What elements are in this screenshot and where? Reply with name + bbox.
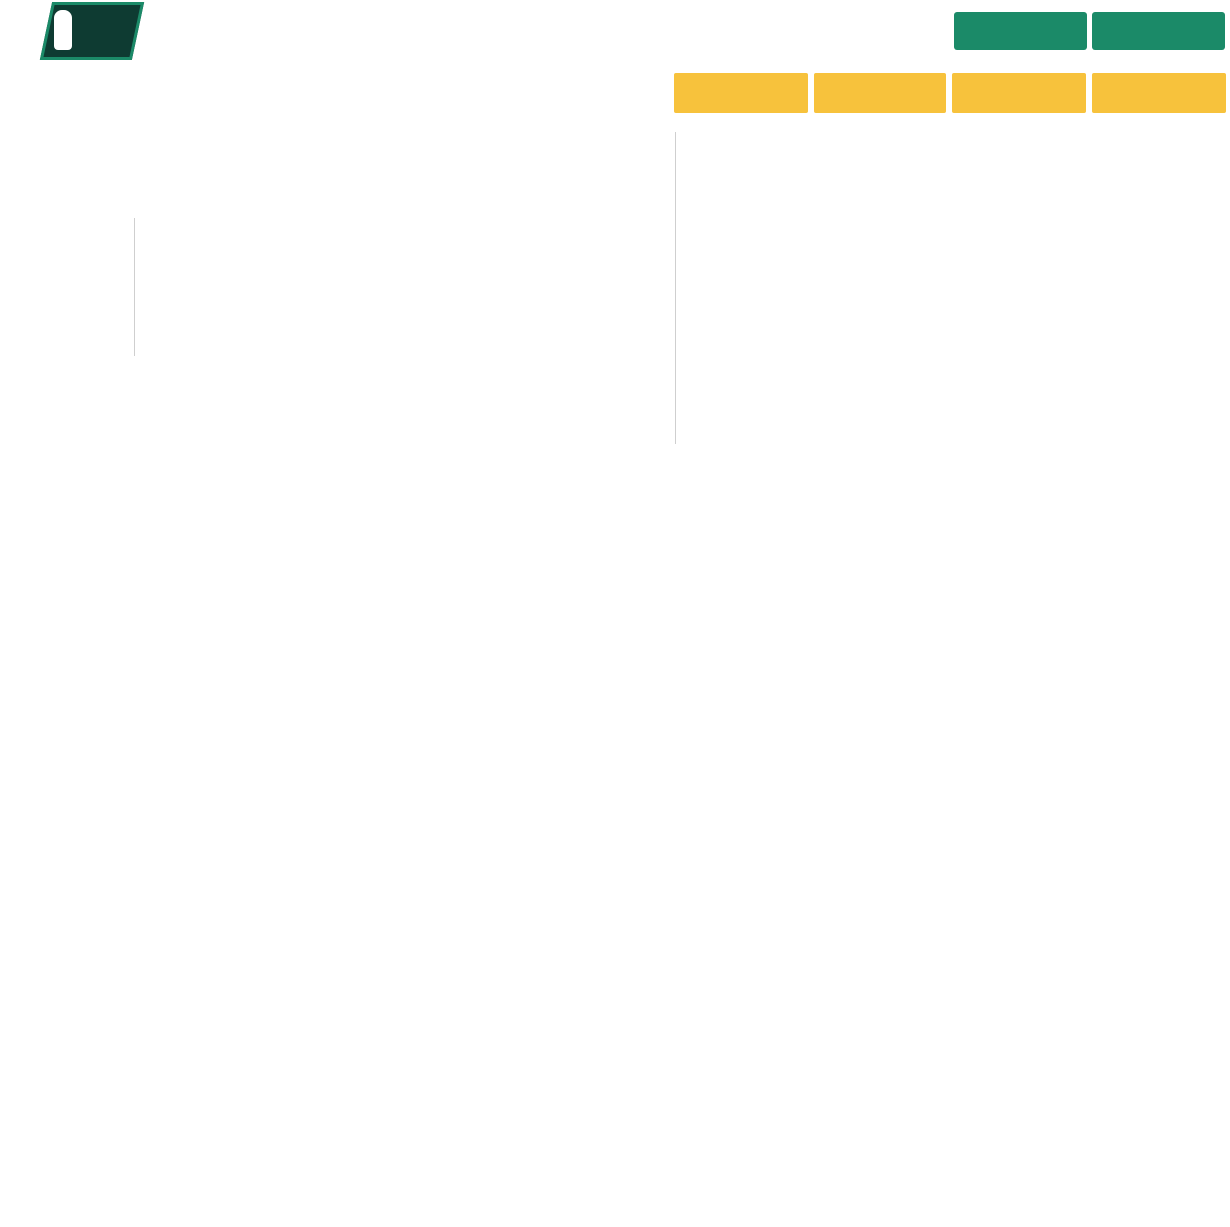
horse-head-icon — [54, 10, 72, 50]
buy-entries-button[interactable] — [674, 73, 808, 113]
sign-up-button[interactable] — [954, 12, 1087, 50]
divider — [134, 218, 135, 356]
horse-tourneys-logo[interactable] — [46, 2, 261, 62]
log-in-button[interactable] — [1092, 12, 1225, 50]
make-deposit-button[interactable] — [1092, 73, 1226, 113]
divider — [675, 132, 676, 444]
my-entries-button[interactable] — [814, 73, 946, 113]
equibase-logo[interactable] — [773, 6, 943, 56]
leaderboards-button[interactable] — [952, 73, 1086, 113]
xpressbet-logo[interactable] — [598, 4, 763, 54]
main-nav — [55, 84, 151, 104]
